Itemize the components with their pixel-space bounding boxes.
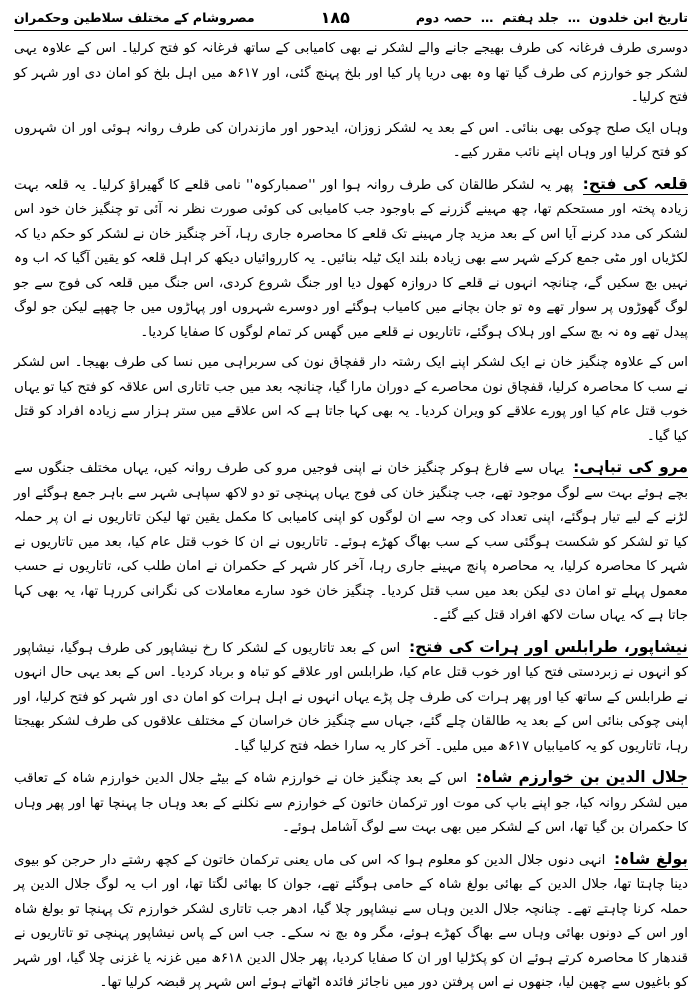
paragraph [14, 117, 688, 166]
page-number: ۱۸۵ [320, 7, 350, 27]
paragraph-text: پھر یہ لشکر طالقان کی طرف روانہ ہوا اور ''صمبارکوہ'' نامی قلعے کا گھیراؤ کرلیا۔ یہ قلعہ بہت زیادہ پختہ اور مستحکم تھا، چھ مہینے گزرنے کے باوجود جب کامیابی کی کوئی صورت نظر نہ آئی تو چنگیز خان خود اس لشکر کی مدد کرنے آیا اس کے بعد مزید چار مہینے تک قلعے کا محاصرہ جاری رہا، آخر چنگیز خان نے لشکر کو حکم دیا کہ لکڑیاں اور مٹی جمع کرکے شہر سے بھی زیادہ بلند ایک ٹیلہ بنائیں۔ یہ کارروائیاں دیکھ کر اہل قلعہ کو یقین آگیا کہ اب وہ نہیں بچ سکیں گے، چنانچہ انہوں نے قلعے کا دروازہ کھول دیا اور جنگ شروع کردی، اس جنگ میں قلعہ کی فوج سے جو لوگ گھوڑوں پر سوار تھے وہ تو جان بچانے میں کامیاب ہوگئے اور دوسرے شہروں اور پہاڑوں میں جا چھپے لیکن جو لوگ پیدل تھے وہ نہ بچ سکے اور ہلاک ہوگئے، تاتاریوں نے قلعے میں گھس کر تمام لوگوں کا صفایا کردیا۔ [14, 177, 688, 340]
volume-label: جلد ہفتم [502, 9, 560, 25]
paragraph-text: یہاں سے فارغ ہوکر چنگیز خان نے اپنی فوجیں مرو کی طرف روانہ کیں، یہاں مختلف جنگوں سے بچے ہوئے بہت سے لوگ موجود تھے، جب چنگیز خان کی فوج یہاں پہنچی تو دو لاکھ سپاہی شہر سے باہر جمع ہوگئے اور لڑنے کے لیے تیار ہوگئے، اپنی تعداد کی وجہ سے ان لوگوں کو اپنی کامیابی کا مکمل یقین تھا لیکن تاتاریوں نے ان پر حملہ کیا تو لشکر کو شکست ہوگئی سب کے سب بھاگ کھڑے ہوئے۔ تاتاریوں نے ان کا خوب قتل عام کیا، بعد میں تاتاریوں نے شہر کا محاصرہ کرلیا، یہ محاصرہ پانچ مہینے جاری رہا، آخر کار شہر کے حکمران نے امان طلب کی، تاتاریوں نے حسب معمول پہلے تو امان دی لیکن بعد میں سب قتل کردیا۔ چنگیز خان خود سارے معاملات کی نگرانی کررہا تھا، یہ بھی کہا جاتا ہے کہ یہاں سات لاکھ افراد قتل کیے گئے۔ [14, 461, 688, 623]
page-body [14, 37, 688, 996]
section-heading: قلعہ کی فتح: [582, 174, 688, 193]
paragraph-text: دوسری طرف فرغانہ کی طرف بھیجے جانے والے لشکر نے بھی کامیابی کے ساتھ فرغانہ کو فتح کرلیا۔ اس کے علاوہ یہی لشکر جو خوارزم کی طرف گیا تھا وہ بھی دریا پار کیا اور بلخ پہنچ گئی، اور ۶۱۷ھ میں اہل بلخ کو امان دی اور شہر کو فتح کرلیا۔ [14, 41, 688, 105]
section-heading: جلال الدین بن خوارزم شاہ: [476, 768, 688, 786]
section-heading: مرو کی تباہی: [573, 458, 689, 476]
paragraph-text: انہی دنوں جلال الدین کو معلوم ہوا کہ اس کی ماں یعنی ترکمان خاتون کے کچھ رشتے دار حرجن کو بیوی دینا چاہتا تھا، جلال الدین کے بھائی بولغ شاہ کے حامی ہوگئے تھے، جوان کا بھائی لگتا تھا، اور اب یہ لوگ جلال الدین پر حملہ کرنا چاہتے تھے۔ چنانچہ جلال الدین وہاں سے نیشاپور چلا گیا، ادھر جب تاتاری لشکر خوارزم تک پہنچا تو بولغ شاہ اور اس کے دونوں بھائی وہاں سے بھاگ کھڑے ہوئے، مگر وہ بچ نہ سکے۔ جب اس کے پاس نیشاپور پہنچی تو تاتاریوں نے قندھار کا محاصرہ کرتے ہوئے ان کو پکڑلیا اور ان کا صفایا کردیا، پھر جلال الدین ۶۱۸ھ میں غزنہ یا غزنی چلا گیا، اور شہر کو باغیوں سے چھین لیا، جنھوں نے اس پرفتن دور میں ناجائز فائدہ اٹھاتے ہوئے اس شہر پر قبضہ کرلیا تھا۔ [14, 852, 688, 990]
section-heading: نیشاپور، طرابلس اور ہرات کی فتح: [408, 637, 688, 656]
paragraph [14, 455, 688, 629]
paragraph [14, 37, 688, 111]
paragraph [14, 635, 688, 760]
paragraph [14, 172, 688, 346]
part-label: حصہ دوم [415, 9, 473, 25]
page-header [14, 6, 688, 31]
paragraph [14, 765, 688, 841]
book-info: تاریخ ابن خلدون … جلد ہفتم … حصہ دوم [415, 9, 688, 25]
paragraph [14, 847, 688, 996]
section-heading: بولغ شاہ: [613, 849, 688, 868]
book-title: تاریخ ابن خلدون [588, 9, 688, 25]
paragraph [14, 351, 688, 449]
chapter-title: مصروشام کے مختلف سلاطین وحکمران [14, 9, 255, 25]
paragraph-text: اس کے علاوہ چنگیز خان نے ایک لشکر اپنے ایک رشتہ دار قفچاق نون کی سربراہی میں نسا کی طرف بھیجا۔ اس لشکر نے سب کا محاصرہ کرلیا، قفچاق نون محاصرے کے دوران مارا گیا، چنانچہ بعد میں جب تاتاری اس علاقہ کو فتح کیا تو یہاں خوب قتل عام کیا اور پورے علاقے کو ویران کردیا۔ یہ بھی کہا جاتا ہے کہ اس علاقے میں ستر ہزار سے زیادہ افراد کو قتل کیا گیا۔ [14, 355, 688, 444]
paragraph-text: وہاں ایک صلح چوکی بھی بنائی۔ اس کے بعد یہ لشکر زوزان، ایدحور اور مازندران کی طرف روانہ ہوئی اور ان شہروں کو فتح کرلیا اور وہاں اپنے نائب مقرر کیے۔ [14, 120, 688, 160]
paragraph-text: اس کے بعد چنگیز خان نے خوارزم شاہ کے بیٹے جلال الدین خوارزم شاہ کے تعاقب میں لشکر روانہ کیا، جو اپنے باپ کی موت اور ترکمان خاتون کے خوارزم سے نکلنے کے بعد وہاں جا پہنچا تھا اور پھر وہاں کا حکمران بن گیا تھا، اس کے لشکر میں بھی بہت سے لوگ آشامل ہوئے۔ [14, 771, 688, 835]
paragraph-text: اس کے بعد تاتاریوں کے لشکر کا رخ نیشاپور کی طرف ہوگیا، نیشاپور کو انہوں نے زبردستی فتح کیا اور خوب قتل عام کیا، طرابلس اور علاقے کو تباہ و برباد کردیا۔ اس کے بعد یہی حال انہوں نے طرابلس کے ساتھ کیا اور پھر ہرات کی طرف چل پڑے یہاں انہوں نے اہل ہرات کو امان دی اور شہر کو فتح کرلیا، اور اپنی چوکی بنائی اس کے بعد یہ طالقان چلے گئے، جہاں سے چنگیز خان خراسان کے مختلف علاقوں کی طرف لشکر بھیجتا رہا، تاتاریوں کو یہ کامیابیاں ۶۱۷ھ میں ملیں۔ آخر کار یہ سارا خطہ فتح کرلیا گیا۔ [14, 640, 688, 754]
